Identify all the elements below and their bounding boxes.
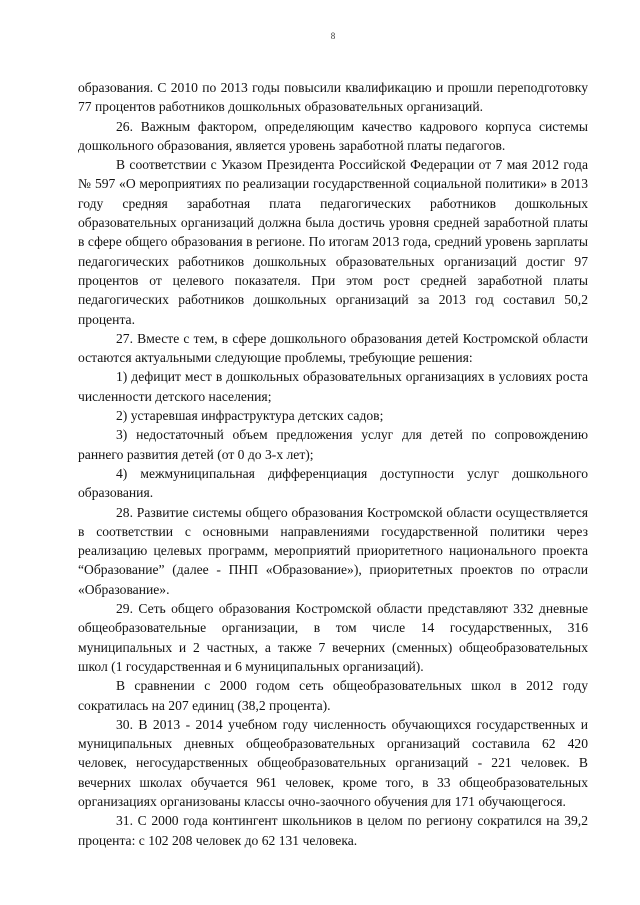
paragraph: 28. Развитие системы общего образования Костромской области осуществляется в соответствии с основными направлениями государственной политики через реализацию целевых программ, мероприятий приоритетного национального проекта “Образование” (далее - ПНП «Образование»), приоритетных проектов по отрасли «Образование».: [78, 504, 588, 597]
paragraph: 29. Сеть общего образования Костромской области представляют 332 дневные общеобразовательные организации, в том числе 14 государственных, 316 муниципальных и 2 частных, а также 7 вечерних (сменных) общеобразовательных школ (1 государственная и 6 муниципальных организаций).: [78, 601, 588, 674]
paragraph: В сравнении с 2000 годом сеть общеобразовательных школ в 2012 году сократилась на 207 единиц (38,2 процента).: [78, 678, 588, 713]
document-body: [78, 78, 588, 850]
paragraph: 4) межмуниципальная дифференциация доступности услуг дошкольного образования.: [78, 465, 588, 501]
paragraph: 30. В 2013 - 2014 учебном году численность обучающихся государственных и муниципальных дневных общеобразовательных организаций составила 62 420 человек, негосударственных общеобразовательных организаций - 221 человек. В вечерних школах обучается 961 человек, кроме того, в 33 общеобразовательных организациях организованы классы очно-заочного обучения для 171 обучающегося.: [78, 716, 588, 809]
paragraph: 3) недостаточный объем предложения услуг для детей по сопровождению раннего развития детей (от 0 до 3-х лет);: [78, 427, 588, 462]
document-page: [78, 30, 588, 850]
paragraph: 31. С 2000 года контингент школьников в целом по региону сократился на 39,2 процента: с 102 208 человек до 62 131 человека.: [78, 813, 588, 848]
paragraph: 26. Важным фактором, определяющим качество кадрового корпуса системы дошкольного образования, является уровень заработной платы педагогов.: [78, 118, 588, 153]
paragraph: 2) устаревшая инфраструктура детских садов;: [116, 408, 384, 424]
paragraph: 27. Вместе с тем, в сфере дошкольного образования детей Костромской области остаются актуальными следующие проблемы, требующие решения:: [78, 330, 588, 366]
paragraph: В соответствии с Указом Президента Российской Федерации от 7 мая 2012 года № 597 «О мероприятиях по реализации государственной социальной политики» в 2013 году средняя заработная плата педагогических работников дошкольных образовательных организаций должна была достичь уровня средней заработной платы в сфере общего образования в регионе. По итогам 2013 года, средний уровень зарплаты педагогических работников дошкольных образовательных организаций достиг 97 процентов от целевого показателя. При этом рост средней заработной платы педагогических работников дошкольных организаций за 2013 год составил 50,2 процента.: [78, 157, 588, 327]
page-number: 8: [330, 31, 336, 41]
paragraph: образования. С 2010 по 2013 годы повысили квалификацию и прошли переподготовку 77 процентов работников дошкольных образовательных организаций.: [78, 80, 588, 115]
paragraph: 1) дефицит мест в дошкольных образовательных организациях в условиях роста численности детского населения;: [78, 369, 588, 404]
